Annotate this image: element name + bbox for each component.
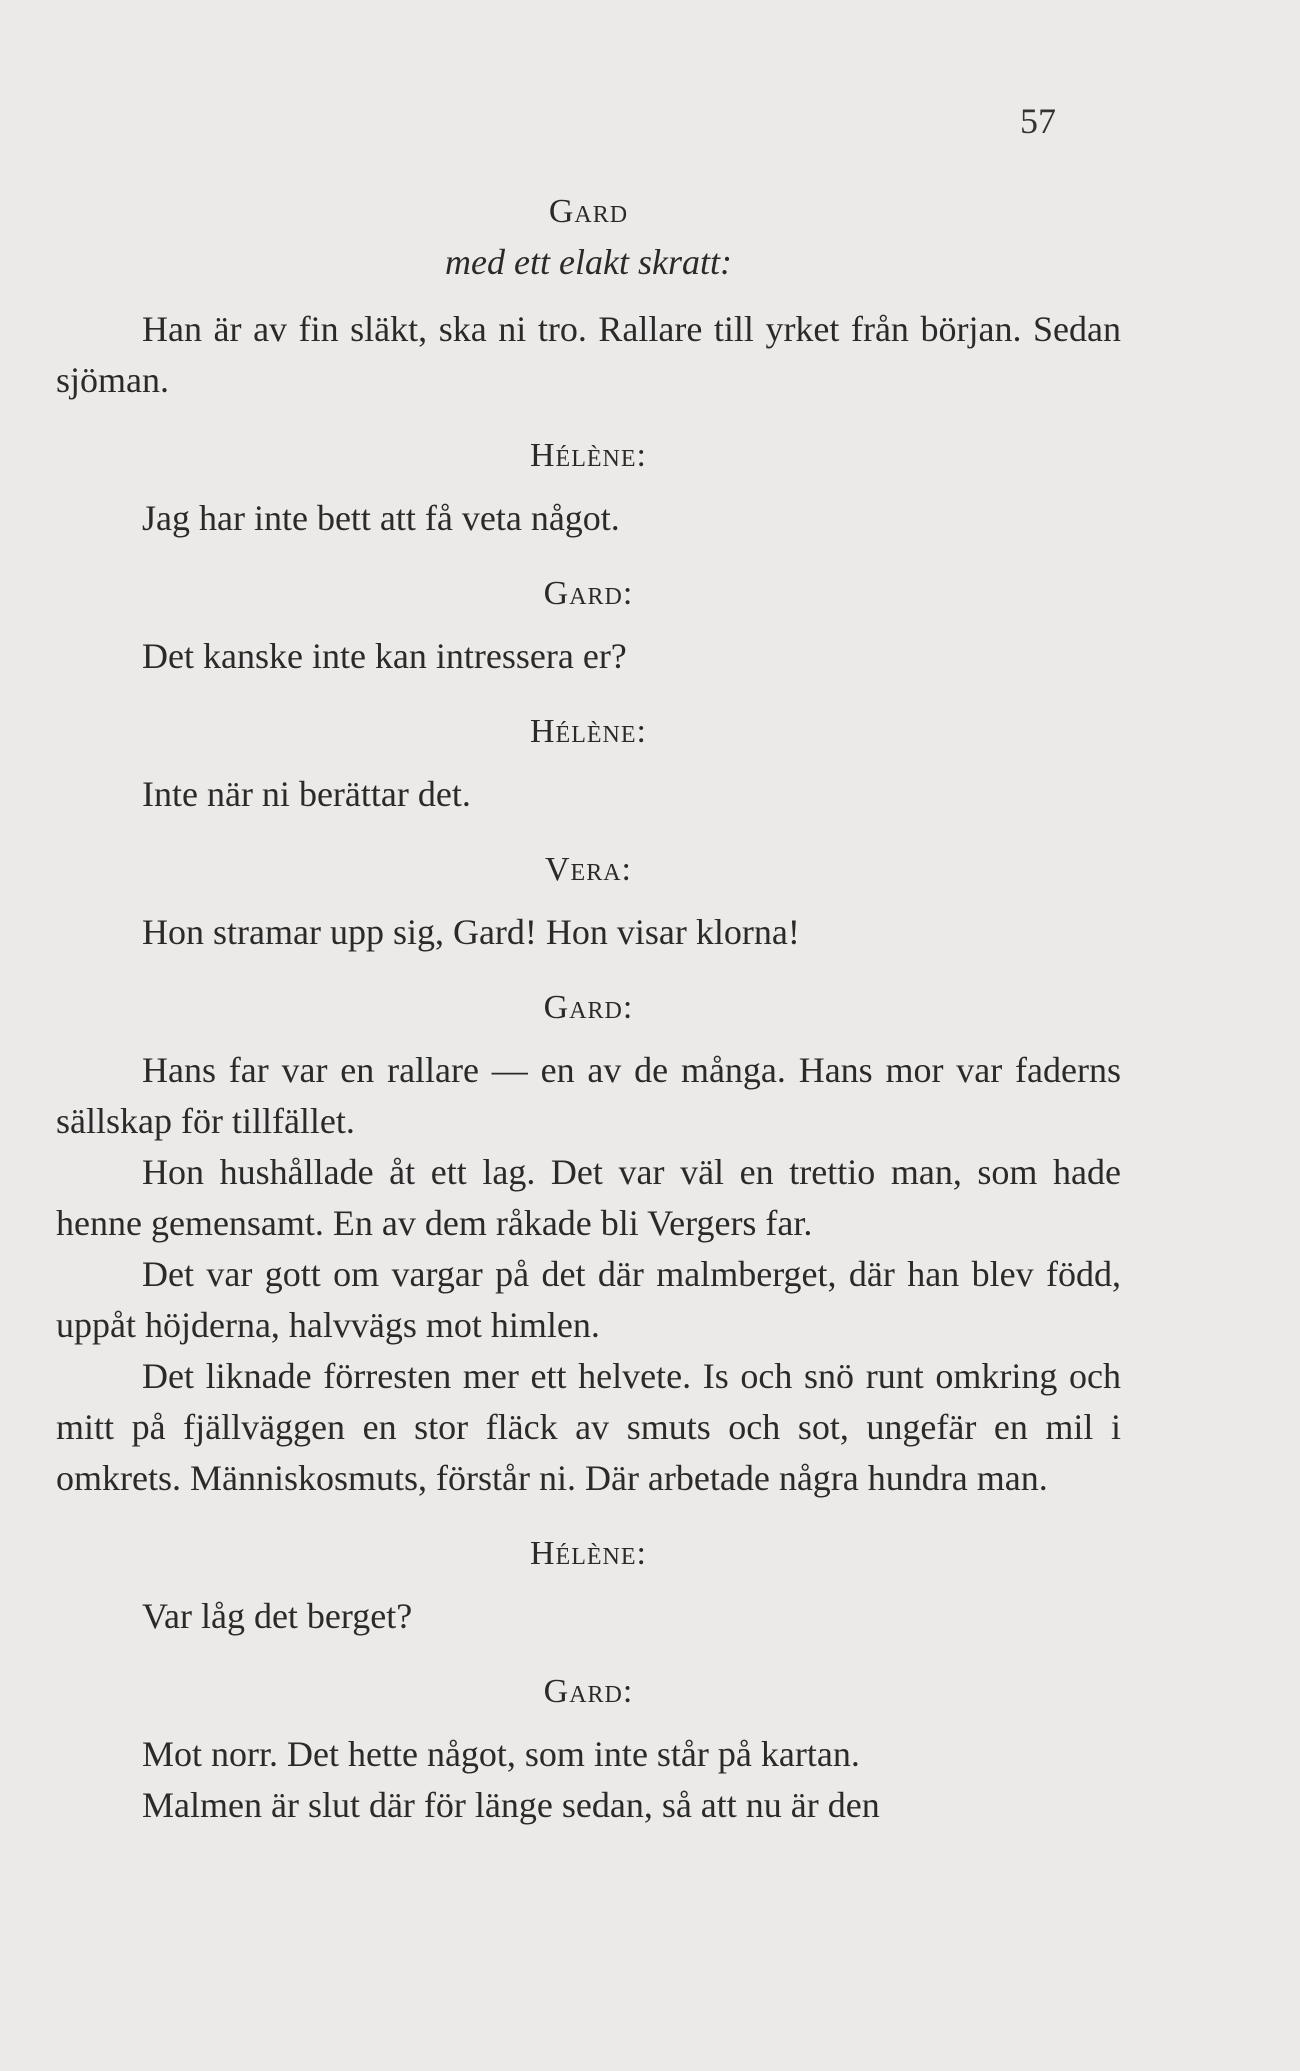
stage-direction: med ett elakt skratt: [445, 242, 732, 282]
dialogue-paragraph: Det var gott om vargar på det där malmberget, där han blev född, uppåt höjderna, halvvägs mot himlen. [56, 1254, 1121, 1345]
speaker-name: Gard: [543, 575, 634, 612]
dialogue-paragraph: Hans far var en rallare — en av de många. Hans mor var faderns sällskap för tillfället. [56, 1050, 1121, 1141]
dialogue-paragraph: Han är av fin släkt, ska ni tro. Rallare till yrket från början. Sedan sjöman. [56, 309, 1121, 400]
dialogue-paragraph: Det kanske inte kan intressera er? [142, 636, 627, 676]
page-number: 57 [1020, 101, 1056, 141]
speaker-name: Vera: [545, 851, 632, 888]
dialogue-paragraph: Hon hushållade åt ett lag. Det var väl en trettio man, som hade henne gemensamt. En av dem råkade bli Vergers far. [56, 1152, 1121, 1243]
speaker-name: Hélène: [530, 437, 647, 474]
speaker-name: Gard: [543, 989, 634, 1026]
dialogue-paragraph: Det liknade förresten mer ett helvete. Is och snö runt omkring och mitt på fjällväggen en stor fläck av smuts och sot, ungefär en mil i omkrets. Människosmuts, förstår ni. Där arbetade några hundra man. [56, 1356, 1121, 1498]
dialogue-paragraph: Var låg det berget? [142, 1596, 413, 1636]
speaker-name: Gard: [543, 1673, 634, 1710]
dialogue-paragraph: Hon stramar upp sig, Gard! Hon visar klorna! [142, 912, 800, 952]
speaker-name: Gard [548, 193, 629, 230]
dialogue-paragraph: Inte när ni berättar det. [142, 774, 471, 814]
speaker-name: Hélène: [530, 713, 647, 750]
play-text [56, 186, 1121, 1831]
dialogue-paragraph: Malmen är slut där för länge sedan, så att nu är den [142, 1785, 880, 1825]
speaker-name: Hélène: [530, 1535, 647, 1572]
dialogue-paragraph: Mot norr. Det hette något, som inte står på kartan. [142, 1734, 860, 1774]
dialogue-paragraph: Jag har inte bett att få veta något. [142, 498, 620, 538]
